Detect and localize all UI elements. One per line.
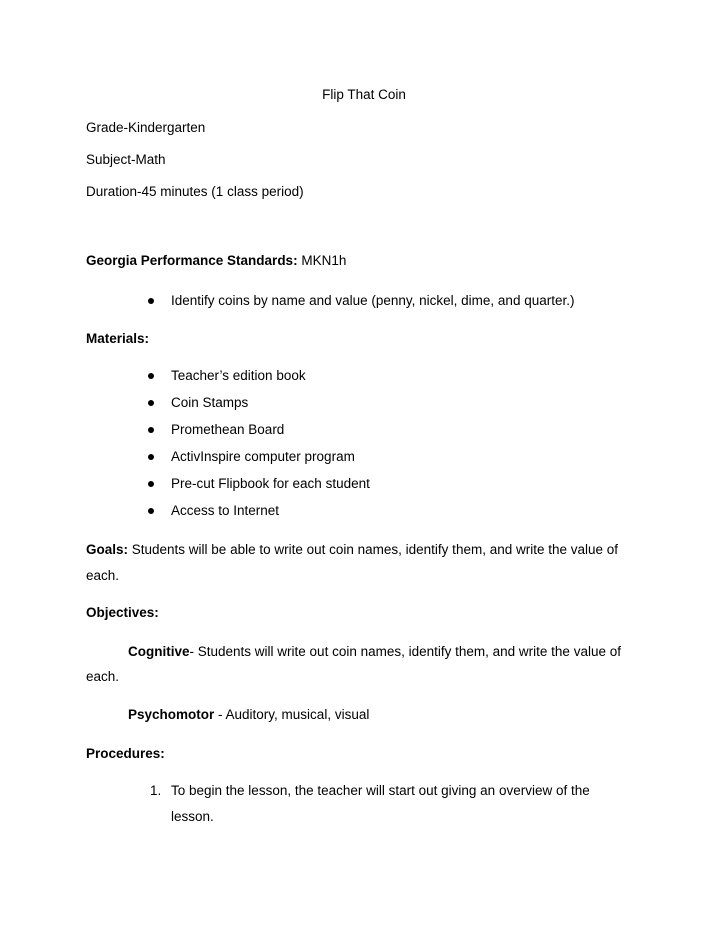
procedure-step-text: To begin the lesson, the teacher will start out giving an overview of the (171, 783, 590, 798)
grade-line: Grade-Kindergarten (86, 120, 206, 135)
cognitive-line-continued: each. (86, 669, 120, 684)
bullet-icon (148, 298, 154, 304)
goals-line (86, 541, 618, 559)
psychomotor-text: - Auditory, musical, visual (214, 707, 370, 722)
procedure-step-number: 1. (150, 783, 162, 798)
standards-value: MKN1h (297, 253, 347, 268)
bullet-icon (148, 400, 154, 406)
procedure-step-text-continued: lesson. (171, 809, 214, 824)
materials-item-text: Teacher’s edition book (171, 368, 306, 383)
subject-line: Subject-Math (86, 152, 166, 167)
bullet-icon (148, 454, 154, 460)
materials-item-text: Pre-cut Flipbook for each student (171, 476, 370, 491)
duration-line: Duration-45 minutes (1 class period) (86, 184, 304, 199)
materials-item-text: ActivInspire computer program (171, 449, 355, 464)
materials-heading: Materials: (86, 331, 150, 346)
goals-line-continued: each. (86, 568, 120, 583)
goals-label: Goals: (86, 542, 129, 557)
bullet-icon (148, 481, 154, 487)
materials-item-text: Coin Stamps (171, 395, 249, 410)
materials-item-text: Access to Internet (171, 503, 280, 518)
objectives-heading: Objectives: (86, 605, 159, 620)
procedures-heading: Procedures: (86, 746, 165, 761)
standards-bullet-text: Identify coins by name and value (penny, nickel, dime, and quarter.) (171, 293, 575, 308)
cognitive-label: Cognitive (128, 644, 190, 659)
document-title: Flip That Coin (322, 87, 406, 102)
psychomotor-line (128, 706, 369, 724)
cognitive-text: - Students will write out coin names, identify them, and write the value of (189, 644, 621, 659)
standards-line (86, 252, 346, 270)
bullet-icon (148, 427, 154, 433)
psychomotor-label: Psychomotor (128, 707, 215, 722)
bullet-icon (148, 508, 154, 514)
goals-text: Students will be able to write out coin names, identify them, and write the value of (128, 542, 619, 557)
bullet-icon (148, 373, 154, 379)
standards-label: Georgia Performance Standards: (86, 253, 298, 268)
materials-item-text: Promethean Board (171, 422, 285, 437)
cognitive-line (128, 643, 621, 661)
